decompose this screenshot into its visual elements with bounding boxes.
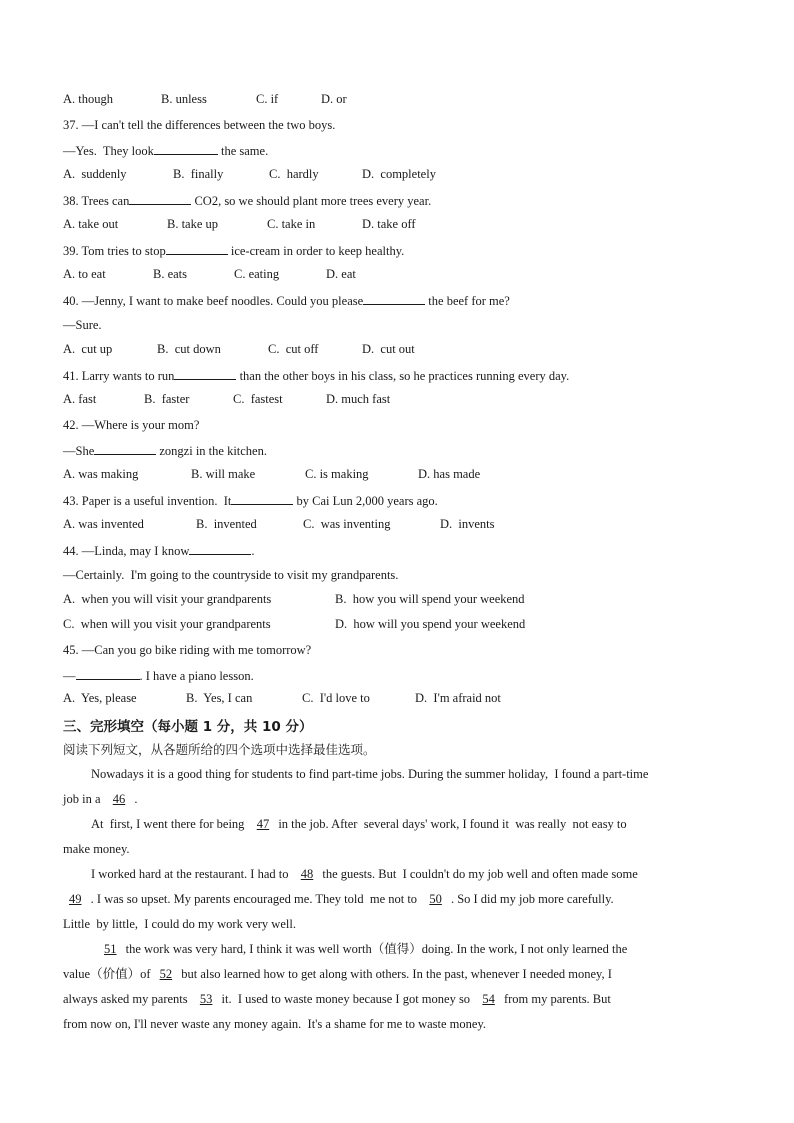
q44-option-b[interactable]: B. how you will spend your weekend bbox=[335, 592, 525, 606]
q40-blank[interactable] bbox=[363, 292, 425, 305]
q36-option-a[interactable]: A. though bbox=[63, 92, 113, 106]
q45-option-b[interactable]: B. Yes, I can bbox=[186, 691, 253, 705]
blank-54[interactable]: 54 bbox=[482, 992, 495, 1006]
q37-option-b[interactable]: B. finally bbox=[173, 167, 224, 181]
q45-stem: 45. —Can you go bike riding with me tomorrow? bbox=[63, 643, 312, 657]
q39-option-d[interactable]: D. eat bbox=[326, 267, 356, 281]
q39-option-a[interactable]: A. to eat bbox=[63, 267, 106, 281]
q43-stem: 43. Paper is a useful invention. It by Cai Lun 2,000 years ago. bbox=[63, 494, 438, 508]
q37-stem: 37. —I can't tell the differences between the two boys. bbox=[63, 118, 336, 132]
q40-option-d[interactable]: D. cut out bbox=[362, 342, 415, 356]
q44-blank[interactable] bbox=[189, 542, 251, 555]
q38-stem: 38. Trees can CO2, so we should plant more trees every year. bbox=[63, 194, 432, 208]
q38-option-a[interactable]: A. take out bbox=[63, 217, 119, 231]
blank-51[interactable]: 51 bbox=[104, 942, 117, 956]
blank-52[interactable]: 52 bbox=[159, 967, 173, 981]
q38-option-c[interactable]: C. take in bbox=[267, 217, 316, 231]
q37-blank[interactable] bbox=[154, 142, 218, 155]
q42-stem: 42. —Where is your mom? bbox=[63, 418, 200, 432]
q45-blank[interactable] bbox=[76, 667, 140, 680]
section-instruction: 阅读下列短文，从各题所给的四个选项中选择最佳选项。 bbox=[63, 742, 376, 757]
q38-option-d[interactable]: D. take off bbox=[362, 217, 416, 231]
q45-option-d[interactable]: D. I'm afraid not bbox=[415, 691, 501, 705]
q37-option-c[interactable]: C. hardly bbox=[269, 167, 319, 181]
q42-option-c[interactable]: C. is making bbox=[305, 467, 369, 481]
passage-line-8: 51 the work was very hard, I think it was well worth（值得）doing. In the work, I not only learned the bbox=[98, 941, 627, 957]
q39-stem: 39. Tom tries to stop ice-cream in order to keep healthy. bbox=[63, 244, 405, 258]
section-title: 三、完形填空（每小题 1 分，共 10 分） bbox=[63, 719, 313, 735]
q42-option-d[interactable]: D. has made bbox=[418, 467, 481, 481]
q40-reply: —Sure. bbox=[63, 318, 102, 332]
passage-line-9: value（价值）of 52 but also learned how to get along with others. In the past, whenever I needed money, I bbox=[63, 967, 612, 981]
q42-option-a[interactable]: A. was making bbox=[63, 467, 139, 481]
q39-option-b[interactable]: B. eats bbox=[153, 267, 188, 281]
q37-option-d[interactable]: D. completely bbox=[362, 167, 436, 181]
q41-stem: 41. Larry wants to run than the other boys in his class, so he practices running every day. bbox=[63, 369, 570, 383]
blank-48[interactable]: 48 bbox=[300, 867, 314, 881]
q43-option-b[interactable]: B. invented bbox=[196, 517, 257, 531]
blank-50[interactable]: 50 bbox=[429, 892, 442, 906]
q36-option-b[interactable]: B. unless bbox=[161, 92, 207, 106]
blank-53[interactable]: 53 bbox=[199, 992, 213, 1006]
q40-stem: 40. —Jenny, I want to make beef noodles. Could you please the beef for me? bbox=[63, 294, 510, 308]
passage-line-11: from now on, I'll never waste any money again. It's a shame for me to waste money. bbox=[63, 1017, 487, 1031]
q39-blank[interactable] bbox=[166, 242, 228, 255]
q41-option-c[interactable]: C. fastest bbox=[233, 392, 283, 406]
q39-option-c[interactable]: C. eating bbox=[234, 267, 280, 281]
q43-option-a[interactable]: A. was invented bbox=[63, 517, 144, 531]
passage-line-4: make money. bbox=[63, 842, 130, 856]
q40-option-c[interactable]: C. cut off bbox=[268, 342, 319, 356]
q41-option-a[interactable]: A. fast bbox=[63, 392, 97, 406]
q45-option-c[interactable]: C. I'd love to bbox=[302, 691, 370, 705]
passage-line-7: Little by little, I could do my work very well. bbox=[63, 917, 296, 931]
q42-blank[interactable] bbox=[94, 442, 156, 455]
q42-option-b[interactable]: B. will make bbox=[191, 467, 256, 481]
q38-option-b[interactable]: B. take up bbox=[167, 217, 219, 231]
q41-option-b[interactable]: B. faster bbox=[144, 392, 190, 406]
q36-option-d[interactable]: D. or bbox=[321, 92, 347, 106]
q36-option-c[interactable]: C. if bbox=[256, 92, 279, 106]
q44-stem: 44. —Linda, may I know . bbox=[63, 544, 255, 558]
q37-option-a[interactable]: A. suddenly bbox=[63, 167, 127, 181]
q45-reply: — . I have a piano lesson. bbox=[63, 669, 254, 683]
passage-line-3: At first, I went there for being 47 in the job. After several days' work, I found it was really not easy to bbox=[91, 817, 627, 831]
blank-49[interactable]: 49 bbox=[69, 892, 82, 906]
passage-line-1: Nowadays it is a good thing for students to find part-time jobs. During the summer holiday, I found a part-time bbox=[91, 767, 649, 781]
q43-option-d[interactable]: D. invents bbox=[440, 517, 495, 531]
q43-blank[interactable] bbox=[231, 492, 293, 505]
q41-blank[interactable] bbox=[174, 367, 236, 380]
passage-line-5: I worked hard at the restaurant. I had to 48 the guests. But I couldn't do my job well and often made some bbox=[91, 867, 638, 881]
q42-reply: —She zongzi in the kitchen. bbox=[63, 444, 267, 458]
passage-line-2: job in a 46 . bbox=[63, 792, 138, 806]
blank-47[interactable]: 47 bbox=[256, 817, 270, 831]
q43-option-c[interactable]: C. was inventing bbox=[303, 517, 391, 531]
passage-line-6: 49 . I was so upset. My parents encouraged me. They told me not to 50 . So I did my job more carefully. bbox=[63, 891, 614, 907]
q44-option-c[interactable]: C. when will you visit your grandparents bbox=[63, 617, 271, 631]
blank-46[interactable]: 46 bbox=[112, 792, 126, 806]
q41-option-d[interactable]: D. much fast bbox=[326, 392, 391, 406]
q44-reply: —Certainly. I'm going to the countryside to visit my grandparents. bbox=[63, 568, 399, 582]
q38-blank[interactable] bbox=[129, 192, 191, 205]
q40-option-a[interactable]: A. cut up bbox=[63, 342, 113, 356]
q37-reply: —Yes. They look the same. bbox=[63, 144, 269, 158]
q45-option-a[interactable]: A. Yes, please bbox=[63, 691, 137, 705]
q44-option-d[interactable]: D. how will you spend your weekend bbox=[335, 617, 526, 631]
passage-line-10: always asked my parents 53 it. I used to waste money because I got money so 54 from my parents. But bbox=[63, 992, 611, 1006]
q40-option-b[interactable]: B. cut down bbox=[157, 342, 221, 356]
q44-option-a[interactable]: A. when you will visit your grandparents bbox=[63, 592, 272, 606]
